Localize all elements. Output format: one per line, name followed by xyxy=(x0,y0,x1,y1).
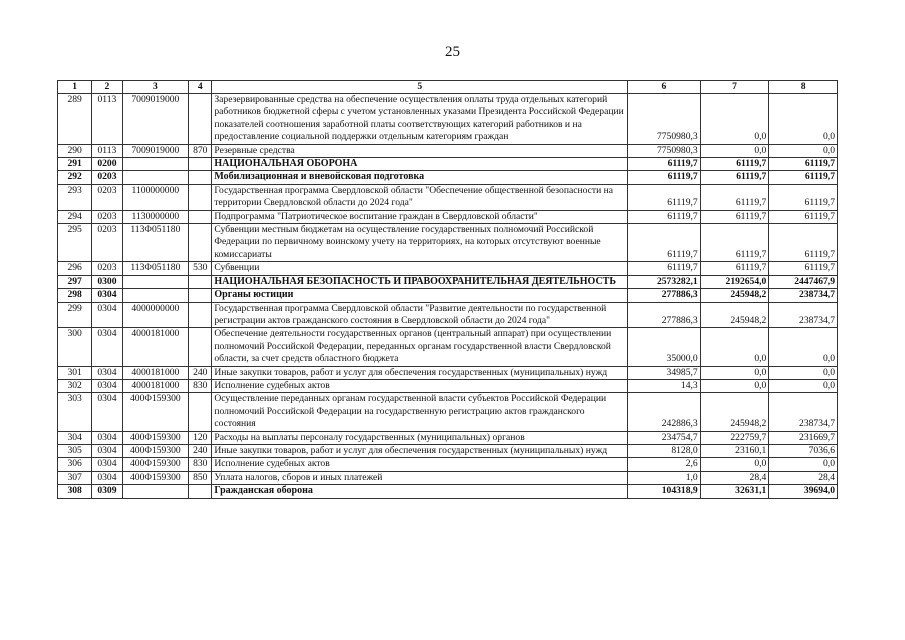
amount-col8: 0,0 xyxy=(769,94,838,145)
target-article-code: 400Ф159300 xyxy=(122,458,189,471)
section-code: 0203 xyxy=(92,184,122,210)
table-row xyxy=(58,210,838,223)
section-code: 0203 xyxy=(92,262,122,275)
amount-col7: 61119,7 xyxy=(700,171,769,184)
amount-col8: 61119,7 xyxy=(769,184,838,210)
row-number: 305 xyxy=(58,444,92,457)
row-number: 303 xyxy=(58,393,92,431)
row-number: 294 xyxy=(58,210,92,223)
expense-name: Субвенции местным бюджетам на осуществление государственных полномочий Российской Федерации по первичному воинскому учету на территориях, на которых отсутствуют военные комиссариаты xyxy=(212,224,628,262)
amount-col8: 0,0 xyxy=(769,379,838,392)
section-code: 0304 xyxy=(92,379,122,392)
row-number: 306 xyxy=(58,458,92,471)
section-code: 0113 xyxy=(92,94,122,145)
amount-col6: 61119,7 xyxy=(628,184,701,210)
row-number: 308 xyxy=(58,485,92,498)
row-number: 289 xyxy=(58,94,92,145)
amount-col7: 61119,7 xyxy=(700,210,769,223)
amount-col7: 0,0 xyxy=(700,366,769,379)
target-article-code: 7009019000 xyxy=(122,94,189,145)
section-code: 0203 xyxy=(92,224,122,262)
table-row xyxy=(58,275,838,288)
expense-name: Резервные средства xyxy=(212,144,628,157)
amount-col8: 0,0 xyxy=(769,366,838,379)
table-row xyxy=(58,184,838,210)
amount-col8: 61119,7 xyxy=(769,210,838,223)
expense-name: Расходы на выплаты персоналу государственных (муниципальных) органов xyxy=(212,431,628,444)
table-row xyxy=(58,485,838,498)
amount-col7: 61119,7 xyxy=(700,262,769,275)
expense-type-code: 870 xyxy=(189,144,212,157)
target-article-code: 1130000000 xyxy=(122,210,189,223)
amount-col7: 222759,7 xyxy=(700,431,769,444)
amount-col8: 238734,7 xyxy=(769,393,838,431)
target-article-code xyxy=(122,275,189,288)
amount-col6: 242886,3 xyxy=(628,393,701,431)
section-code: 0304 xyxy=(92,431,122,444)
table-row xyxy=(58,444,838,457)
amount-col8: 61119,7 xyxy=(769,158,838,171)
table-row xyxy=(58,379,838,392)
expense-type-code: 850 xyxy=(189,471,212,484)
section-code: 0304 xyxy=(92,393,122,431)
amount-col8: 28,4 xyxy=(769,471,838,484)
column-header-4: 4 xyxy=(189,81,212,94)
section-code: 0304 xyxy=(92,302,122,328)
amount-col8: 0,0 xyxy=(769,458,838,471)
amount-col6: 1,0 xyxy=(628,471,701,484)
row-number: 300 xyxy=(58,328,92,366)
target-article-code: 1100000000 xyxy=(122,184,189,210)
expense-name: Государственная программа Свердловской области "Обеспечение общественной безопасности на территории Свердловской области до 2024 года" xyxy=(212,184,628,210)
section-code: 0304 xyxy=(92,328,122,366)
expense-name: Государственная программа Свердловской области "Развитие деятельности по государственной регистрации актов гражданского состояния в Свердловской области до 2024 года" xyxy=(212,302,628,328)
column-header-1: 1 xyxy=(58,81,92,94)
expense-type-code xyxy=(189,485,212,498)
target-article-code: 400Ф159300 xyxy=(122,471,189,484)
expense-type-code xyxy=(189,393,212,431)
section-code: 0200 xyxy=(92,158,122,171)
amount-col7: 0,0 xyxy=(700,144,769,157)
section-code: 0304 xyxy=(92,458,122,471)
amount-col6: 61119,7 xyxy=(628,262,701,275)
row-number: 297 xyxy=(58,275,92,288)
amount-col8: 231669,7 xyxy=(769,431,838,444)
amount-col7: 0,0 xyxy=(700,458,769,471)
column-header-3: 3 xyxy=(122,81,189,94)
target-article-code: 4000000000 xyxy=(122,302,189,328)
table-row xyxy=(58,262,838,275)
table-row xyxy=(58,158,838,171)
expense-type-code xyxy=(189,210,212,223)
page-number: 25 xyxy=(445,44,460,60)
budget-table xyxy=(57,80,838,499)
amount-col8: 2447467,9 xyxy=(769,275,838,288)
amount-col7: 245948,2 xyxy=(700,289,769,302)
expense-type-code: 830 xyxy=(189,379,212,392)
target-article-code xyxy=(122,158,189,171)
table-row xyxy=(58,94,838,145)
amount-col7: 23160,1 xyxy=(700,444,769,457)
column-header-5: 5 xyxy=(212,81,628,94)
expense-type-code xyxy=(189,289,212,302)
amount-col7: 61119,7 xyxy=(700,184,769,210)
section-code: 0304 xyxy=(92,444,122,457)
table-row xyxy=(58,431,838,444)
amount-col7: 61119,7 xyxy=(700,158,769,171)
table-row xyxy=(58,289,838,302)
expense-name: Иные закупки товаров, работ и услуг для обеспечения государственных (муниципальных) нужд xyxy=(212,366,628,379)
amount-col8: 61119,7 xyxy=(769,171,838,184)
expense-type-code xyxy=(189,328,212,366)
row-number: 291 xyxy=(58,158,92,171)
amount-col7: 245948,2 xyxy=(700,302,769,328)
row-number: 293 xyxy=(58,184,92,210)
target-article-code xyxy=(122,485,189,498)
amount-col6: 35000,0 xyxy=(628,328,701,366)
column-header-7: 7 xyxy=(700,81,769,94)
row-number: 301 xyxy=(58,366,92,379)
column-header-2: 2 xyxy=(92,81,122,94)
expense-name: Субвенции xyxy=(212,262,628,275)
expense-name: НАЦИОНАЛЬНАЯ БЕЗОПАСНОСТЬ И ПРАВООХРАНИТЕЛЬНАЯ ДЕЯТЕЛЬНОСТЬ xyxy=(212,275,628,288)
target-article-code: 4000181000 xyxy=(122,328,189,366)
table-row xyxy=(58,458,838,471)
expense-name: НАЦИОНАЛЬНАЯ ОБОРОНА xyxy=(212,158,628,171)
table-row xyxy=(58,393,838,431)
expense-name: Гражданская оборона xyxy=(212,485,628,498)
section-code: 0304 xyxy=(92,289,122,302)
expense-name: Зарезервированные средства на обеспечение осуществления оплаты труда отдельных категорий работников бюджетной сферы с учетом установленных указами Президента Российской Федерации показателей соотношения заработной платы соответствующих категорий работников и на предоставление социальной поддержки отдельным категориям граждан xyxy=(212,94,628,145)
row-number: 304 xyxy=(58,431,92,444)
amount-col6: 234754,7 xyxy=(628,431,701,444)
amount-col7: 32631,1 xyxy=(700,485,769,498)
amount-col7: 28,4 xyxy=(700,471,769,484)
amount-col8: 39694,0 xyxy=(769,485,838,498)
expense-type-code xyxy=(189,158,212,171)
expense-name: Уплата налогов, сборов и иных платежей xyxy=(212,471,628,484)
expense-type-code: 240 xyxy=(189,444,212,457)
table-row xyxy=(58,224,838,262)
row-number: 292 xyxy=(58,171,92,184)
section-code: 0309 xyxy=(92,485,122,498)
row-number: 302 xyxy=(58,379,92,392)
table-row xyxy=(58,366,838,379)
row-number: 295 xyxy=(58,224,92,262)
amount-col7: 0,0 xyxy=(700,379,769,392)
target-article-code: 7009019000 xyxy=(122,144,189,157)
section-code: 0300 xyxy=(92,275,122,288)
expense-type-code: 530 xyxy=(189,262,212,275)
section-code: 0203 xyxy=(92,171,122,184)
row-number: 307 xyxy=(58,471,92,484)
target-article-code: 400Ф159300 xyxy=(122,431,189,444)
amount-col8: 238734,7 xyxy=(769,289,838,302)
section-code: 0304 xyxy=(92,366,122,379)
amount-col6: 14,3 xyxy=(628,379,701,392)
amount-col6: 8128,0 xyxy=(628,444,701,457)
amount-col7: 245948,2 xyxy=(700,393,769,431)
amount-col8: 61119,7 xyxy=(769,224,838,262)
amount-col6: 277886,3 xyxy=(628,302,701,328)
row-number: 296 xyxy=(58,262,92,275)
expense-type-code xyxy=(189,171,212,184)
expense-type-code: 240 xyxy=(189,366,212,379)
expense-name: Мобилизационная и вневойсковая подготовка xyxy=(212,171,628,184)
section-code: 0304 xyxy=(92,471,122,484)
expense-name: Исполнение судебных актов xyxy=(212,458,628,471)
amount-col8: 238734,7 xyxy=(769,302,838,328)
amount-col8: 7036,6 xyxy=(769,444,838,457)
row-number: 299 xyxy=(58,302,92,328)
amount-col8: 61119,7 xyxy=(769,262,838,275)
target-article-code: 4000181000 xyxy=(122,366,189,379)
expense-type-code: 120 xyxy=(189,431,212,444)
amount-col7: 0,0 xyxy=(700,328,769,366)
amount-col7: 61119,7 xyxy=(700,224,769,262)
expense-name: Иные закупки товаров, работ и услуг для обеспечения государственных (муниципальных) нужд xyxy=(212,444,628,457)
row-number: 290 xyxy=(58,144,92,157)
target-article-code: 113Ф051180 xyxy=(122,224,189,262)
amount-col6: 7750980,3 xyxy=(628,94,701,145)
table-body xyxy=(58,94,838,499)
amount-col6: 61119,7 xyxy=(628,171,701,184)
amount-col6: 7750980,3 xyxy=(628,144,701,157)
expense-type-code xyxy=(189,302,212,328)
target-article-code xyxy=(122,289,189,302)
amount-col8: 0,0 xyxy=(769,144,838,157)
expense-name: Осуществление переданных органам государственной власти субъектов Российской Федерации полномочий Российской Федерации на государственную регистрацию актов гражданского состояния xyxy=(212,393,628,431)
expense-type-code: 830 xyxy=(189,458,212,471)
amount-col6: 2573282,1 xyxy=(628,275,701,288)
row-number: 298 xyxy=(58,289,92,302)
target-article-code: 400Ф159300 xyxy=(122,444,189,457)
amount-col6: 61119,7 xyxy=(628,210,701,223)
target-article-code: 400Ф159300 xyxy=(122,393,189,431)
amount-col6: 277886,3 xyxy=(628,289,701,302)
amount-col7: 2192654,0 xyxy=(700,275,769,288)
expense-name: Подпрограмма "Патриотическое воспитание граждан в Свердловской области" xyxy=(212,210,628,223)
expense-name: Обеспечение деятельности государственных органов (центральный аппарат) при осуществлении полномочий Российской Федерации, переданных органам государственной власти Свердловской области, за счет средств областного бюджета xyxy=(212,328,628,366)
expense-type-code xyxy=(189,275,212,288)
expense-type-code xyxy=(189,184,212,210)
amount-col8: 0,0 xyxy=(769,328,838,366)
amount-col6: 61119,7 xyxy=(628,224,701,262)
amount-col6: 2,6 xyxy=(628,458,701,471)
expense-name: Органы юстиции xyxy=(212,289,628,302)
expense-name: Исполнение судебных актов xyxy=(212,379,628,392)
expense-type-code xyxy=(189,94,212,145)
section-code: 0113 xyxy=(92,144,122,157)
target-article-code: 113Ф051180 xyxy=(122,262,189,275)
table-row xyxy=(58,302,838,328)
table-row xyxy=(58,171,838,184)
target-article-code: 4000181000 xyxy=(122,379,189,392)
amount-col6: 104318,9 xyxy=(628,485,701,498)
amount-col6: 61119,7 xyxy=(628,158,701,171)
target-article-code xyxy=(122,171,189,184)
table-row xyxy=(58,144,838,157)
section-code: 0203 xyxy=(92,210,122,223)
amount-col6: 34985,7 xyxy=(628,366,701,379)
column-header-6: 6 xyxy=(628,81,701,94)
amount-col7: 0,0 xyxy=(700,94,769,145)
table-row xyxy=(58,471,838,484)
column-header-8: 8 xyxy=(769,81,838,94)
header-row xyxy=(58,81,838,94)
table-row xyxy=(58,328,838,366)
expense-type-code xyxy=(189,224,212,262)
